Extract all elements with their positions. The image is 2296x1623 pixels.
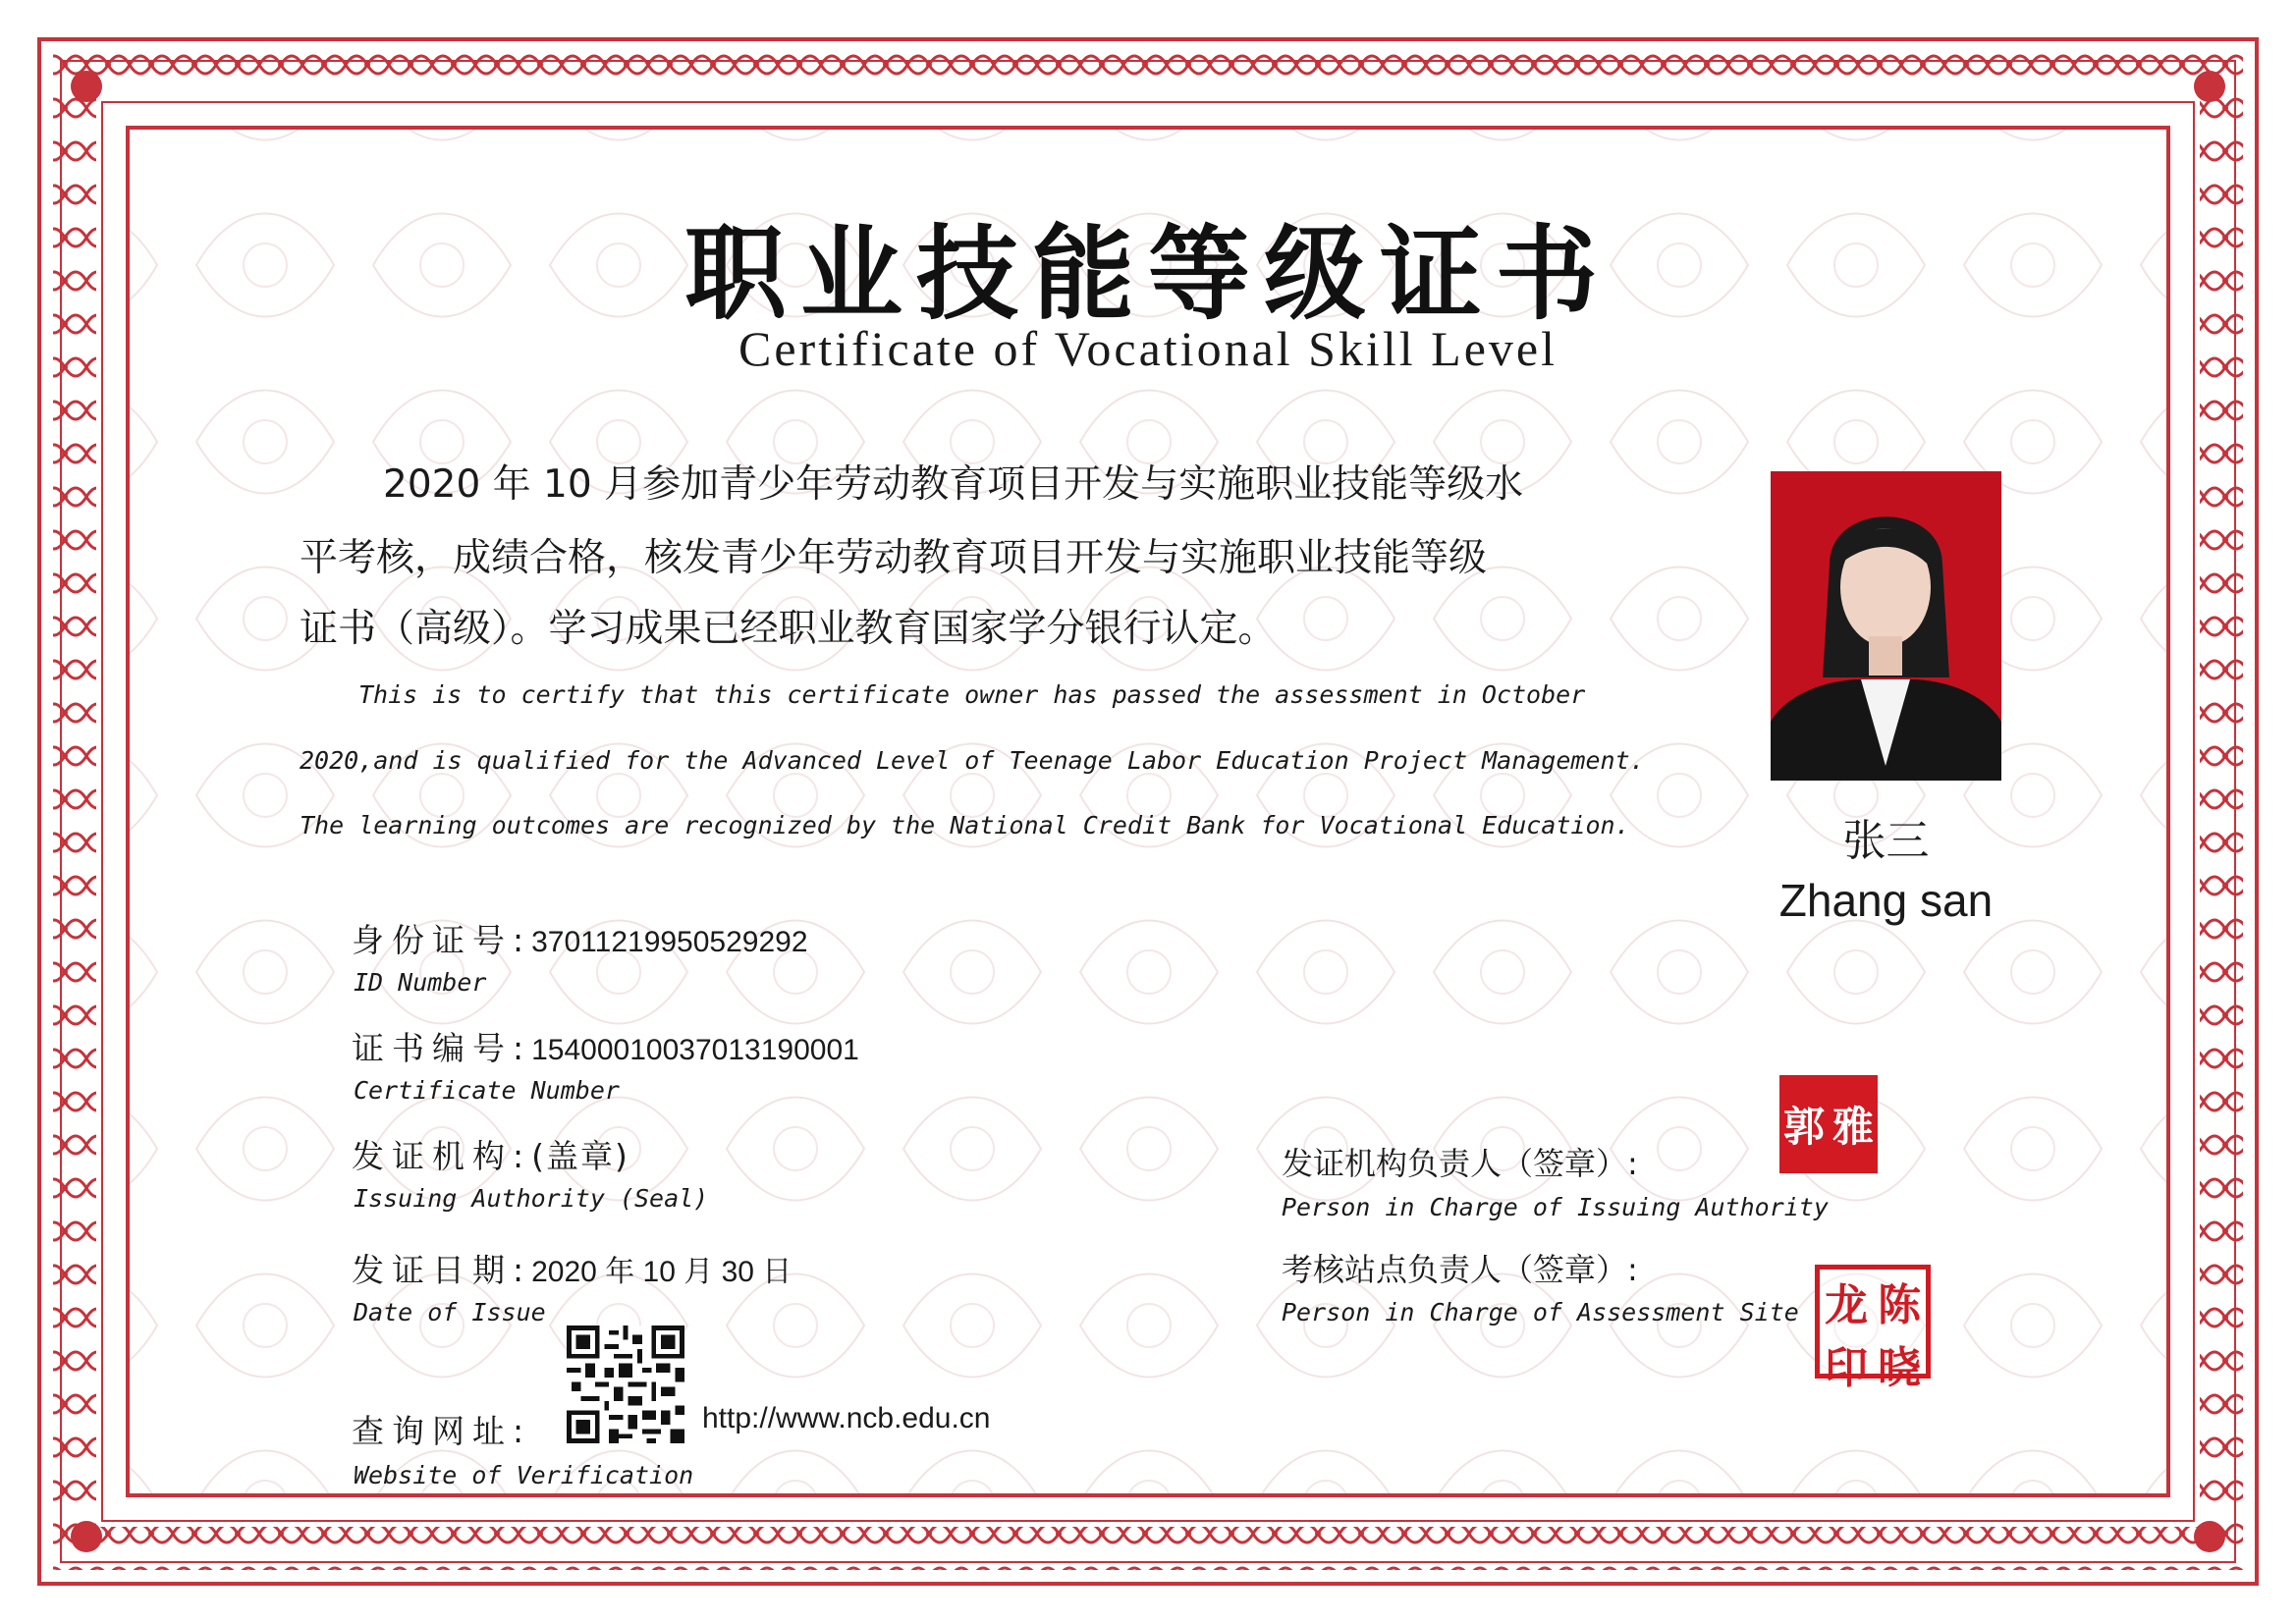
issuing-authority-head-label: 发证机构负责人（签章）: <box>1282 1145 1638 1182</box>
seal-char: 郭 <box>1782 1103 1825 1151</box>
date-of-issue-label: 发证日期: <box>352 1251 532 1289</box>
date-of-issue-label-en: Date of Issue <box>354 1298 546 1326</box>
body-cn-line-1: 2020 年 10 月参加青少年劳动教育项目开发与实施职业技能等级水 <box>383 462 1524 507</box>
certificate-number-label: 证书编号: <box>352 1029 532 1067</box>
body-en-line-3: The learning outcomes are recognized by the National Credit Bank for Vocational Education. <box>300 811 1630 839</box>
holder-photo <box>1771 471 2001 781</box>
seal-char: 龙 <box>1825 1280 1868 1330</box>
seal-char: 陈 <box>1878 1280 1921 1330</box>
seal-char: 晓 <box>1878 1343 1921 1393</box>
issuing-authority-row <box>352 1131 629 1177</box>
issuing-authority-seal-note: (盖章) <box>531 1137 629 1175</box>
issuing-authority-label: 发证机构: <box>352 1137 532 1175</box>
id-number-label-en: ID Number <box>354 968 487 997</box>
issuing-authority-label-en: Issuing Authority (Seal) <box>354 1184 709 1213</box>
verification-website-label: 查询网址: <box>352 1412 532 1450</box>
certificate-number-label-en: Certificate Number <box>354 1076 620 1105</box>
assessment-site-head-label: 考核站点负责人（签章）: <box>1282 1251 1638 1288</box>
verification-website-label-en: Website of Verification <box>354 1461 694 1489</box>
body-en-line-1: This is to certify that this certificate owner has passed the assessment in October <box>358 680 1586 709</box>
date-of-issue-row <box>352 1245 792 1291</box>
verification-website-link[interactable]: http://www.ncb.edu.cn <box>702 1402 991 1434</box>
seal-char: 雅 <box>1831 1103 1874 1151</box>
assessment-site-head-label-en: Person in Charge of Assessment Site <box>1282 1298 1799 1326</box>
assessment-site-head-seal <box>1815 1265 1931 1393</box>
id-number-row <box>352 915 808 961</box>
body-cn-line-3: 证书（高级）。学习成果已经职业教育国家学分银行认定。 <box>300 607 1277 651</box>
id-number-label: 身份证号: <box>352 921 532 959</box>
holder-name-cn: 张三 <box>1842 816 1930 866</box>
certificate-title-en: Certificate of Vocational Skill Level <box>738 321 1558 376</box>
body-en-line-2: 2020,and is qualified for the Advanced Level of Teenage Labor Education Project Management. <box>300 746 1645 775</box>
issuing-head-seal <box>1779 1075 1878 1173</box>
seal-char: 印 <box>1825 1343 1868 1393</box>
qr-code <box>567 1325 684 1443</box>
issuing-authority-head-label-en: Person in Charge of Issuing Authority <box>1282 1193 1829 1221</box>
certificate-number-value: 15400010037013190001 <box>531 1034 859 1066</box>
id-number-value: 370112199505292​92 <box>531 926 808 958</box>
date-of-issue-value: 2020 年 10 月 30 日 <box>531 1256 793 1288</box>
holder-name-en: Zhang san <box>1778 875 1994 926</box>
certificate-title-cn: 职业技能等级证书 <box>683 214 1612 334</box>
body-cn-line-2: 平考核，成绩合格，核发青少年劳动教育项目开发与实施职业技能等级 <box>300 536 1488 580</box>
certificate-number-row <box>352 1023 859 1069</box>
